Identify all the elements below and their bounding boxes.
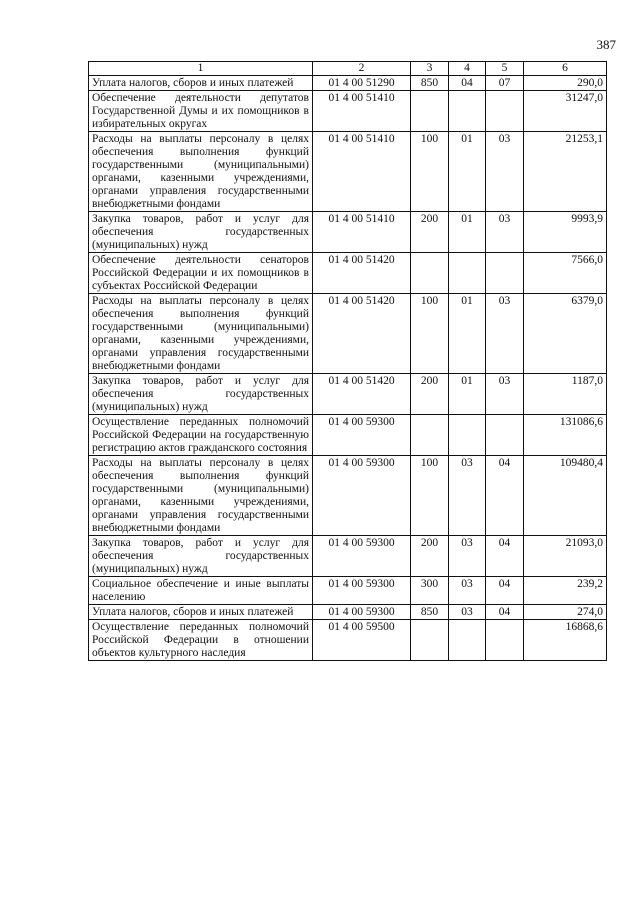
table-row <box>89 253 607 294</box>
row-expense-type-cell <box>411 91 449 132</box>
row-name-cell: Закупка товаров, работ и услуг для обеспечения государственных (муниципальных) нужд <box>89 374 313 415</box>
row-name-cell: Уплата налогов, сборов и иных платежей <box>89 76 313 91</box>
row-name-cell: Осуществление переданных полномочий Российской Федерации в отношении объектов культурного наследия <box>89 620 313 661</box>
column-header-1: 1 <box>89 62 313 76</box>
row-code-cell: 01 4 00 59300 <box>313 577 411 605</box>
row-name-cell: Уплата налогов, сборов и иных платежей <box>89 605 313 620</box>
row-name-cell: Социальное обеспечение и иные выплаты населению <box>89 577 313 605</box>
header-row <box>89 62 607 76</box>
row-amount-cell: 290,0 <box>524 76 607 91</box>
row-code-cell: 01 4 00 51420 <box>313 374 411 415</box>
table-row <box>89 91 607 132</box>
table-row <box>89 76 607 91</box>
row-name-cell: Закупка товаров, работ и услуг для обеспечения государственных (муниципальных) нужд <box>89 536 313 577</box>
row-subsection-cell: 04 <box>486 456 524 536</box>
table-row <box>89 212 607 253</box>
row-expense-type-cell: 850 <box>411 76 449 91</box>
row-amount-cell: 1187,0 <box>524 374 607 415</box>
row-subsection-cell <box>486 91 524 132</box>
page-number: 387 <box>596 37 616 52</box>
row-name-cell: Осуществление переданных полномочий Российской Федерации на государственную регистрацию актов гражданского состояния <box>89 415 313 456</box>
row-name-cell: Обеспечение деятельности сенаторов Российской Федерации и их помощников в субъектах Российской Федерации <box>89 253 313 294</box>
row-expense-type-cell: 200 <box>411 374 449 415</box>
row-subsection-cell <box>486 620 524 661</box>
row-code-cell: 01 4 00 59500 <box>313 620 411 661</box>
row-subsection-cell <box>486 253 524 294</box>
row-code-cell: 01 4 00 51420 <box>313 294 411 374</box>
row-code-cell: 01 4 00 59300 <box>313 415 411 456</box>
row-code-cell: 01 4 00 51410 <box>313 91 411 132</box>
column-header-6: 6 <box>524 62 607 76</box>
row-amount-cell: 6379,0 <box>524 294 607 374</box>
table-row <box>89 456 607 536</box>
row-code-cell: 01 4 00 51290 <box>313 76 411 91</box>
row-amount-cell: 9993,9 <box>524 212 607 253</box>
table-row <box>89 536 607 577</box>
budget-table <box>88 61 607 661</box>
row-section-cell <box>449 253 486 294</box>
row-amount-cell: 109480,4 <box>524 456 607 536</box>
row-subsection-cell: 04 <box>486 536 524 577</box>
row-code-cell: 01 4 00 51420 <box>313 253 411 294</box>
row-expense-type-cell <box>411 253 449 294</box>
row-expense-type-cell: 100 <box>411 456 449 536</box>
row-code-cell: 01 4 00 59300 <box>313 605 411 620</box>
row-section-cell: 01 <box>449 212 486 253</box>
row-subsection-cell: 03 <box>486 374 524 415</box>
row-section-cell: 01 <box>449 294 486 374</box>
row-amount-cell: 274,0 <box>524 605 607 620</box>
row-section-cell <box>449 91 486 132</box>
column-header-3: 3 <box>411 62 449 76</box>
row-subsection-cell: 04 <box>486 577 524 605</box>
row-name-cell: Расходы на выплаты персоналу в целях обеспечения выполнения функций государственными (муниципальными) органами, казенными учреждениями, органами управления государственными внебюджетными фондами <box>89 132 313 212</box>
row-section-cell: 04 <box>449 76 486 91</box>
row-subsection-cell: 03 <box>486 294 524 374</box>
row-section-cell <box>449 415 486 456</box>
row-expense-type-cell: 100 <box>411 294 449 374</box>
row-name-cell: Обеспечение деятельности депутатов Государственной Думы и их помощников в избирательных округах <box>89 91 313 132</box>
row-expense-type-cell: 100 <box>411 132 449 212</box>
row-section-cell: 03 <box>449 456 486 536</box>
row-section-cell: 03 <box>449 605 486 620</box>
row-name-cell: Расходы на выплаты персоналу в целях обеспечения выполнения функций государственными (муниципальными) органами, казенными учреждениями, органами управления государственными внебюджетными фондами <box>89 456 313 536</box>
row-expense-type-cell: 200 <box>411 212 449 253</box>
row-amount-cell: 21093,0 <box>524 536 607 577</box>
row-name-cell: Закупка товаров, работ и услуг для обеспечения государственных (муниципальных) нужд <box>89 212 313 253</box>
row-subsection-cell <box>486 415 524 456</box>
row-code-cell: 01 4 00 51410 <box>313 132 411 212</box>
row-expense-type-cell: 200 <box>411 536 449 577</box>
row-amount-cell: 16868,6 <box>524 620 607 661</box>
row-code-cell: 01 4 00 51410 <box>313 212 411 253</box>
table-row <box>89 577 607 605</box>
row-code-cell: 01 4 00 59300 <box>313 536 411 577</box>
row-section-cell: 03 <box>449 536 486 577</box>
column-header-2: 2 <box>313 62 411 76</box>
row-expense-type-cell: 300 <box>411 577 449 605</box>
row-amount-cell: 239,2 <box>524 577 607 605</box>
row-expense-type-cell <box>411 620 449 661</box>
row-subsection-cell: 03 <box>486 212 524 253</box>
row-subsection-cell: 03 <box>486 132 524 212</box>
table-body <box>89 76 607 661</box>
column-header-4: 4 <box>449 62 486 76</box>
row-section-cell <box>449 620 486 661</box>
table-row <box>89 620 607 661</box>
row-code-cell: 01 4 00 59300 <box>313 456 411 536</box>
table-row <box>89 132 607 212</box>
row-amount-cell: 7566,0 <box>524 253 607 294</box>
table-row <box>89 605 607 620</box>
table-row <box>89 374 607 415</box>
row-expense-type-cell: 850 <box>411 605 449 620</box>
table-row <box>89 415 607 456</box>
row-amount-cell: 21253,1 <box>524 132 607 212</box>
row-amount-cell: 31247,0 <box>524 91 607 132</box>
row-subsection-cell: 07 <box>486 76 524 91</box>
row-section-cell: 01 <box>449 374 486 415</box>
row-amount-cell: 131086,6 <box>524 415 607 456</box>
table-row <box>89 294 607 374</box>
row-subsection-cell: 04 <box>486 605 524 620</box>
row-expense-type-cell <box>411 415 449 456</box>
row-section-cell: 03 <box>449 577 486 605</box>
column-header-5: 5 <box>486 62 524 76</box>
row-section-cell: 01 <box>449 132 486 212</box>
row-name-cell: Расходы на выплаты персоналу в целях обеспечения выполнения функций государственными (муниципальными) органами, казенными учреждениями, органами управления государственными внебюджетными фондами <box>89 294 313 374</box>
